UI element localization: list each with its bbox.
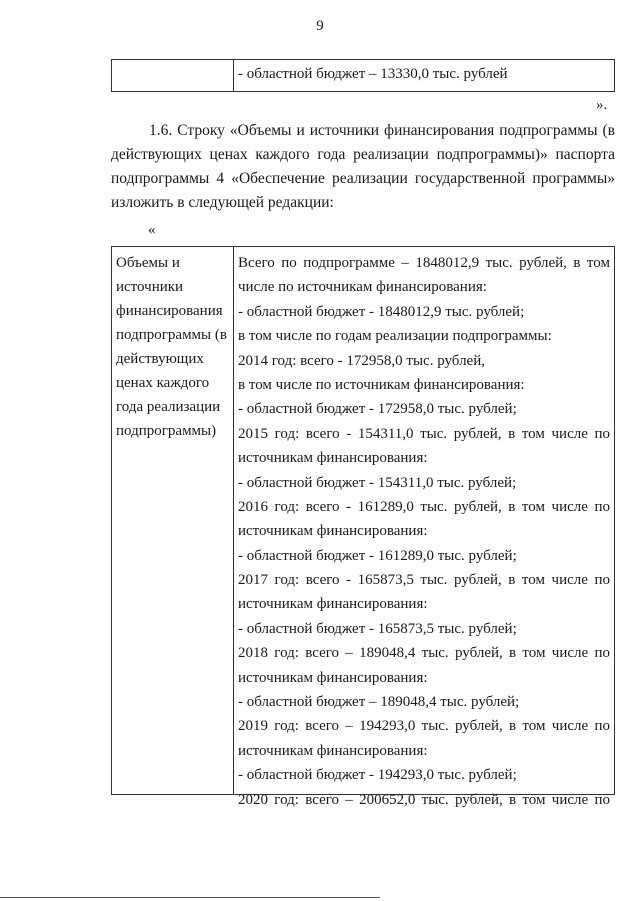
financing-line: источникам финансирования: [238, 523, 428, 540]
paragraph-line: 1.6. Строку «Объемы и источники финансирования подпрограммы (в [149, 122, 615, 139]
heading-line: Объемы и [116, 255, 180, 271]
continued-table-row [111, 59, 615, 92]
financing-line: Всего по подпрограмме – 1848012,9 тыс. рублей, в том [238, 255, 610, 271]
heading-line: ценах каждого [116, 375, 210, 391]
amendment-paragraph [111, 119, 615, 215]
paragraph-line: подпрограммы 4 «Обеспечение реализации государственной программы» [111, 170, 615, 187]
financing-line: - областной бюджет - 194293,0 тыс. рублей; [238, 767, 517, 784]
paragraph-line: действующих ценах каждого года реализации подпрограммы)» паспорта [111, 146, 615, 163]
financing-line: источникам финансирования: [238, 596, 428, 613]
heading-line: финансирования [116, 303, 223, 319]
financing-line: 2017 год: всего - 165873,5 тыс. рублей, в том числе по [238, 572, 610, 589]
paragraph-line: изложить в следующей редакции: [111, 194, 334, 211]
table-column-divider [233, 60, 234, 91]
financing-line: - областной бюджет - 161289,0 тыс. рублей; [238, 547, 517, 564]
financing-line: - областной бюджет - 172958,0 тыс. рублей; [238, 401, 517, 418]
financing-line: - областной бюджет - 1848012,9 тыс. рублей; [238, 303, 525, 320]
heading-line: подпрограммы) [116, 423, 217, 439]
closing-quote: ». [596, 97, 608, 113]
financing-table [111, 246, 615, 808]
financing-line: - областной бюджет – 189048,4 тыс. рублей; [238, 694, 520, 711]
heading-line: действующих [116, 351, 204, 367]
financing-line: в том числе по источникам финансирования: [238, 376, 525, 393]
financing-line: в том числе по годам реализации подпрограммы: [238, 328, 552, 345]
heading-line: источники [116, 279, 184, 295]
financing-line: источникам финансирования: [238, 450, 428, 467]
financing-line: источникам финансирования: [238, 669, 428, 686]
page-number: 9 [316, 18, 324, 34]
heading-line: года реализации [116, 399, 221, 415]
table-column-divider [233, 247, 234, 794]
table-cell-heading [116, 251, 230, 443]
footer-rule [0, 897, 380, 898]
financing-line: 2020 год: всего – 200652,0 тыс. рублей, в том числе по [238, 791, 610, 808]
financing-line: числе по источникам финансирования: [238, 279, 487, 296]
financing-line: 2014 год: всего - 172958,0 тыс. рублей, [238, 352, 485, 369]
financing-line: источникам финансирования: [238, 742, 428, 759]
financing-line: 2015 год: всего - 154311,0 тыс. рублей, в том числе по [238, 425, 610, 442]
financing-line: 2018 год: всего – 189048,4 тыс. рублей, в том числе по [238, 645, 610, 662]
table-cell-regional-budget: - областной бюджет – 13330,0 тыс. рублей [238, 66, 508, 82]
heading-line: подпрограммы (в [116, 327, 227, 343]
table-cell-financing-details [238, 251, 610, 812]
financing-line: - областной бюджет - 154311,0 тыс. рублей; [238, 474, 517, 491]
financing-line: 2016 год: всего - 161289,0 тыс. рублей, в том числе по [238, 498, 610, 515]
financing-line: 2019 год: всего – 194293,0 тыс. рублей, в том числе по [238, 718, 610, 735]
financing-line: - областной бюджет - 165873,5 тыс. рублей; [238, 620, 517, 637]
opening-quote: « [148, 222, 156, 238]
